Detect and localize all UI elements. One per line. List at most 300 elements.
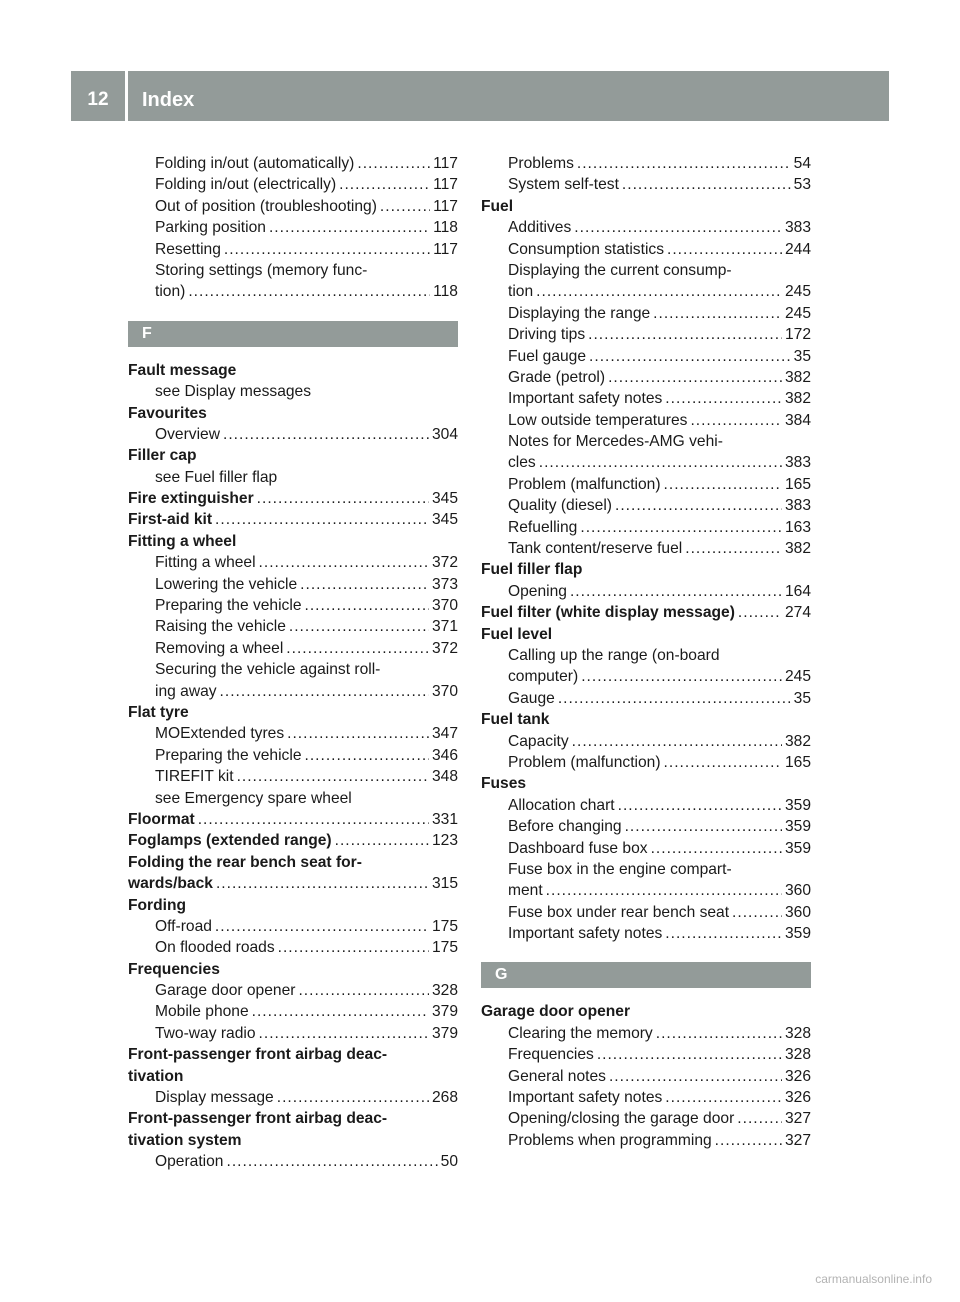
entry-text: Grade (petrol) xyxy=(508,368,606,386)
dot-leader xyxy=(651,838,782,859)
index-subentry[interactable] xyxy=(128,745,458,766)
dot-leader xyxy=(259,552,429,573)
index-subentry[interactable] xyxy=(481,153,811,174)
dot-leader xyxy=(715,1130,782,1151)
entry-text: Important safety notes xyxy=(508,925,663,943)
page-reference[interactable]: 379 xyxy=(431,1003,458,1021)
index-entry xyxy=(128,1066,458,1087)
entry-text: Clearing the memory xyxy=(508,1024,653,1042)
entry-text: Preparing the vehicle xyxy=(155,597,302,615)
index-subentry xyxy=(481,431,811,452)
entry-text: On flooded roads xyxy=(155,939,275,957)
index-subentry[interactable] xyxy=(481,324,811,345)
dot-leader xyxy=(738,602,782,623)
index-entry[interactable] xyxy=(128,488,458,509)
page-reference[interactable]: 359 xyxy=(784,818,811,836)
dot-leader xyxy=(737,1108,782,1129)
entry-text: Resetting xyxy=(155,240,221,258)
index-subentry xyxy=(481,859,811,880)
dot-leader xyxy=(597,1044,782,1065)
index-subentry[interactable] xyxy=(128,937,458,958)
dot-leader xyxy=(536,281,782,302)
index-subentry[interactable] xyxy=(128,552,458,573)
page-reference[interactable]: 382 xyxy=(784,368,811,386)
index-subentry[interactable] xyxy=(128,153,458,174)
entry-text: Problems xyxy=(508,155,574,172)
index-subentry[interactable] xyxy=(481,303,811,324)
entry-text: Driving tips xyxy=(508,326,586,344)
index-subentry[interactable] xyxy=(481,1087,811,1108)
entry-text: Fitting a wheel xyxy=(155,554,256,572)
entry-text: Fitting a wheel xyxy=(128,532,237,550)
entry-text: Additives xyxy=(508,219,572,237)
index-subentry[interactable] xyxy=(481,1066,811,1087)
index-subentry[interactable] xyxy=(128,196,458,217)
dot-leader xyxy=(570,581,782,602)
entry-text: Filler cap xyxy=(128,447,197,465)
entry-text: Storing settings (memory func- xyxy=(155,261,368,279)
dot-leader xyxy=(216,873,429,894)
page-reference[interactable]: 382 xyxy=(784,732,811,750)
dot-leader xyxy=(609,1066,782,1087)
index-subentry xyxy=(128,260,458,281)
entry-text: First-aid kit xyxy=(128,511,213,529)
dot-leader xyxy=(259,1023,429,1044)
page-reference[interactable]: 359 xyxy=(784,839,811,857)
dot-leader xyxy=(226,1151,437,1172)
dot-leader xyxy=(380,196,430,217)
dot-leader xyxy=(615,495,782,516)
entry-text: Favourites xyxy=(128,404,207,422)
entry-text: Front-passenger front airbag deac- xyxy=(128,1046,388,1064)
page-reference[interactable]: 35 xyxy=(793,689,811,707)
dot-leader xyxy=(223,424,429,445)
index-subentry[interactable] xyxy=(128,1023,458,1044)
page-reference[interactable]: 165 xyxy=(784,753,811,771)
index-entry xyxy=(128,403,458,424)
index-subentry xyxy=(481,645,811,666)
index-subentry[interactable] xyxy=(481,666,811,687)
dot-leader xyxy=(625,816,782,837)
dot-leader xyxy=(732,902,782,923)
index-subentry[interactable] xyxy=(128,616,458,637)
index-subentry[interactable] xyxy=(128,424,458,445)
page-reference[interactable]: 118 xyxy=(433,283,458,301)
dot-leader xyxy=(589,346,791,367)
page-reference[interactable]: 117 xyxy=(433,155,458,172)
page-title: Index xyxy=(142,89,195,111)
page-reference[interactable]: 172 xyxy=(784,326,811,344)
dot-leader xyxy=(224,239,430,260)
entry-text: see Emergency spare wheel xyxy=(155,789,352,807)
index-subentry[interactable] xyxy=(128,681,458,702)
entry-text: ing away xyxy=(155,682,217,700)
entry-text: Capacity xyxy=(508,732,569,750)
index-subentry[interactable] xyxy=(128,638,458,659)
index-entry xyxy=(128,360,458,381)
index-subentry[interactable] xyxy=(128,1087,458,1108)
index-entry xyxy=(128,531,458,552)
entry-text: Displaying the current consump- xyxy=(508,261,732,279)
page-reference[interactable]: 50 xyxy=(440,1153,458,1171)
index-entry xyxy=(481,624,811,645)
entry-text: Quality (diesel) xyxy=(508,497,612,515)
page-reference[interactable]: 117 xyxy=(433,176,458,194)
entry-text: Two-way radio xyxy=(155,1024,256,1042)
page-reference[interactable]: 372 xyxy=(431,554,458,572)
dot-leader xyxy=(278,937,429,958)
dot-leader xyxy=(690,410,782,431)
entry-text: Folding in/out (electrically) xyxy=(155,176,337,194)
index-entry xyxy=(128,1108,458,1129)
index-subentry xyxy=(128,467,458,488)
page-number: 12 xyxy=(87,89,109,110)
entry-text: Gauge xyxy=(508,689,555,707)
index-entry xyxy=(481,773,811,794)
entry-text: Flat tyre xyxy=(128,703,189,721)
page-reference[interactable]: 164 xyxy=(784,582,811,600)
index-subentry[interactable] xyxy=(481,346,811,367)
page-reference[interactable]: 304 xyxy=(431,425,458,443)
entry-text: computer) xyxy=(508,668,579,686)
index-entry xyxy=(481,709,811,730)
entry-text: see Fuel filler flap xyxy=(155,468,278,486)
entry-text: Calling up the range (on-board xyxy=(508,646,720,664)
index-entry xyxy=(128,959,458,980)
dot-leader xyxy=(664,474,782,495)
entry-text: Securing the vehicle against roll- xyxy=(155,661,381,679)
dot-leader xyxy=(252,1001,429,1022)
entry-text: Frequencies xyxy=(128,960,220,978)
dot-leader xyxy=(339,174,430,195)
page-reference[interactable]: 326 xyxy=(784,1067,811,1085)
page-reference[interactable]: 360 xyxy=(784,903,811,921)
page-reference[interactable]: 359 xyxy=(784,796,811,814)
dot-leader xyxy=(577,153,791,174)
dot-leader xyxy=(220,681,429,702)
page-reference[interactable]: 245 xyxy=(784,304,811,322)
page-reference[interactable]: 382 xyxy=(784,390,811,408)
index-subentry[interactable] xyxy=(128,574,458,595)
dot-leader xyxy=(588,324,782,345)
dot-leader xyxy=(539,452,782,473)
section-header-g: G xyxy=(481,962,811,988)
index-subentry[interactable] xyxy=(481,838,811,859)
page-reference[interactable]: 54 xyxy=(793,155,811,172)
dot-leader xyxy=(685,538,782,559)
dot-leader xyxy=(257,488,429,509)
index-column-left xyxy=(128,153,458,1173)
entry-text: Low outside temperatures xyxy=(508,411,688,429)
index-subentry[interactable] xyxy=(481,495,811,516)
entry-text: Mobile phone xyxy=(155,1003,249,1021)
dot-leader xyxy=(622,174,791,195)
entry-text: Opening/closing the garage door xyxy=(508,1110,735,1128)
page-reference[interactable]: 331 xyxy=(431,810,458,828)
index-column-right xyxy=(481,153,811,1151)
page-reference[interactable]: 348 xyxy=(431,768,458,786)
entry-text: tion) xyxy=(155,283,186,301)
entry-text: Garage door opener xyxy=(481,1003,631,1021)
entry-text: Fuel level xyxy=(481,625,553,643)
index-entry[interactable] xyxy=(128,809,458,830)
index-subentry[interactable] xyxy=(481,752,811,773)
index-entry xyxy=(128,1044,458,1065)
page-reference[interactable]: 359 xyxy=(784,925,811,943)
index-entry[interactable] xyxy=(128,830,458,851)
dot-leader xyxy=(286,638,429,659)
page-reference[interactable]: 360 xyxy=(784,882,811,900)
page-reference[interactable]: 383 xyxy=(784,497,811,515)
page-reference[interactable]: 117 xyxy=(433,240,458,258)
entry-text: Fuel filter (white display message) xyxy=(481,604,735,622)
entry-text: Floormat xyxy=(128,810,195,828)
index-subentry xyxy=(128,381,458,402)
index-subentry[interactable] xyxy=(481,1044,811,1065)
index-subentry[interactable] xyxy=(481,474,811,495)
entry-text: MOExtended tyres xyxy=(155,725,285,743)
index-subentry[interactable] xyxy=(128,217,458,238)
index-entry xyxy=(128,895,458,916)
index-subentry[interactable] xyxy=(128,595,458,616)
index-subentry[interactable] xyxy=(481,410,811,431)
index-subentry[interactable] xyxy=(481,1130,811,1151)
dot-leader xyxy=(558,688,791,709)
dot-leader xyxy=(198,809,429,830)
index-subentry[interactable] xyxy=(128,174,458,195)
entry-text: Fuel tank xyxy=(481,711,550,729)
entry-text: Fuel filler flap xyxy=(481,561,583,579)
index-entry xyxy=(128,445,458,466)
index-subentry[interactable] xyxy=(481,452,811,473)
entry-text: Dashboard fuse box xyxy=(508,839,648,857)
entry-text: Lowering the vehicle xyxy=(155,575,298,593)
dot-leader xyxy=(665,923,782,944)
entry-text: Out of position (troubleshooting) xyxy=(155,197,377,215)
page-reference[interactable]: 327 xyxy=(784,1131,811,1149)
dot-leader xyxy=(608,367,782,388)
dot-leader xyxy=(215,509,429,530)
entry-text: Fire extinguisher xyxy=(128,490,254,508)
index-entry xyxy=(128,852,458,873)
index-subentry xyxy=(481,260,811,281)
entry-text: General notes xyxy=(508,1067,606,1085)
page-reference[interactable]: 370 xyxy=(431,682,458,700)
index-subentry[interactable] xyxy=(481,902,811,923)
dot-leader xyxy=(305,595,429,616)
entry-text: Important safety notes xyxy=(508,1089,663,1107)
dot-leader xyxy=(305,745,429,766)
page-reference[interactable]: 244 xyxy=(784,240,811,258)
page-reference[interactable]: 383 xyxy=(784,219,811,237)
index-entry xyxy=(481,196,811,217)
index-subentry[interactable] xyxy=(481,281,811,302)
entry-text: Display message xyxy=(155,1089,274,1107)
index-subentry[interactable] xyxy=(481,538,811,559)
page-reference[interactable]: 328 xyxy=(431,982,458,1000)
index-subentry[interactable] xyxy=(481,517,811,538)
index-subentry[interactable] xyxy=(481,239,811,260)
index-subentry[interactable] xyxy=(481,1023,811,1044)
entry-text: Refuelling xyxy=(508,518,578,536)
section-header-f: F xyxy=(128,321,458,347)
dot-leader xyxy=(580,517,782,538)
page-reference[interactable]: 315 xyxy=(431,875,458,893)
page-reference[interactable]: 165 xyxy=(784,475,811,493)
entry-text: Off-road xyxy=(155,917,212,935)
dot-leader xyxy=(546,880,782,901)
page-reference[interactable]: 345 xyxy=(431,490,458,508)
index-subentry[interactable] xyxy=(128,239,458,260)
page-reference[interactable]: 327 xyxy=(784,1110,811,1128)
page-reference[interactable]: 53 xyxy=(793,176,811,194)
entry-text: Removing a wheel xyxy=(155,639,284,657)
entry-text: Parking position xyxy=(155,219,266,237)
index-subentry xyxy=(128,659,458,680)
dot-leader xyxy=(357,153,430,174)
index-subentry[interactable] xyxy=(128,281,458,302)
page-reference[interactable]: 370 xyxy=(431,597,458,615)
index-subentry[interactable] xyxy=(128,916,458,937)
entry-text: Before changing xyxy=(508,818,622,836)
index-entry[interactable] xyxy=(481,602,811,623)
entry-text: see Display messages xyxy=(155,383,312,401)
page-reference[interactable]: 379 xyxy=(431,1024,458,1042)
entry-text: Foglamps (extended range) xyxy=(128,832,332,850)
index-subentry[interactable] xyxy=(481,1108,811,1129)
dot-leader xyxy=(572,731,782,752)
page-reference[interactable]: 123 xyxy=(431,832,458,850)
entry-text: Operation xyxy=(155,1153,224,1171)
index-subentry[interactable] xyxy=(481,367,811,388)
page-reference[interactable]: 274 xyxy=(784,604,811,622)
page-reference[interactable]: 346 xyxy=(431,746,458,764)
page-header xyxy=(71,71,889,121)
index-subentry[interactable] xyxy=(481,217,811,238)
entry-text: Problem (malfunction) xyxy=(508,475,661,493)
index-subentry[interactable] xyxy=(481,581,811,602)
index-subentry[interactable] xyxy=(128,1001,458,1022)
entry-text: Overview xyxy=(155,425,220,443)
entry-text: ment xyxy=(508,882,543,900)
entry-text: Allocation chart xyxy=(508,796,615,814)
index-subentry[interactable] xyxy=(128,1151,458,1172)
entry-text: Fuel gauge xyxy=(508,347,587,365)
dot-leader xyxy=(277,1087,429,1108)
entry-text: Problems when programming xyxy=(508,1131,712,1149)
entry-text: Opening xyxy=(508,582,567,600)
index-subentry[interactable] xyxy=(481,174,811,195)
entry-text: Tank content/reserve fuel xyxy=(508,540,683,558)
dot-leader xyxy=(664,752,782,773)
index-subentry xyxy=(128,788,458,809)
dot-leader xyxy=(298,980,429,1001)
index-entry xyxy=(481,1001,811,1022)
page-reference[interactable]: 35 xyxy=(793,347,811,365)
page-reference[interactable]: 371 xyxy=(431,618,458,636)
entry-text: Fording xyxy=(128,896,187,914)
page-reference[interactable]: 118 xyxy=(433,219,458,237)
entry-text: Folding in/out (automatically) xyxy=(155,155,355,172)
index-subentry[interactable] xyxy=(481,880,811,901)
page-reference[interactable]: 372 xyxy=(431,639,458,657)
entry-text: cles xyxy=(508,454,536,472)
page-reference[interactable]: 163 xyxy=(784,518,811,536)
page-reference[interactable]: 373 xyxy=(431,575,458,593)
index-subentry[interactable] xyxy=(481,923,811,944)
index-entry[interactable] xyxy=(128,509,458,530)
entry-text: Fuse box under rear bench seat xyxy=(508,903,730,921)
index-subentry[interactable] xyxy=(128,980,458,1001)
dot-leader xyxy=(289,616,429,637)
entry-text: Problem (malfunction) xyxy=(508,753,661,771)
index-subentry[interactable] xyxy=(128,723,458,744)
dot-leader xyxy=(581,666,782,687)
dot-leader xyxy=(237,766,429,787)
entry-text: tion xyxy=(508,283,534,301)
dot-leader xyxy=(665,1087,782,1108)
entry-text: TIREFIT kit xyxy=(155,768,234,786)
dot-leader xyxy=(574,217,782,238)
entry-text: Preparing the vehicle xyxy=(155,746,302,764)
index-subentry[interactable] xyxy=(481,731,811,752)
page-reference[interactable]: 245 xyxy=(784,283,811,301)
dot-leader xyxy=(653,303,782,324)
page-reference[interactable]: 384 xyxy=(784,411,811,429)
index-entry[interactable] xyxy=(128,873,458,894)
index-subentry[interactable] xyxy=(481,388,811,409)
dot-leader xyxy=(300,574,429,595)
entry-text: Consumption statistics xyxy=(508,240,664,258)
entry-text: Front-passenger front airbag deac- xyxy=(128,1110,388,1128)
entry-text: tivation xyxy=(128,1067,184,1085)
entry-text: Garage door opener xyxy=(155,982,296,1000)
entry-text: Notes for Mercedes-AMG vehi- xyxy=(508,433,723,451)
page-reference[interactable]: 175 xyxy=(431,917,458,935)
page-reference[interactable]: 347 xyxy=(431,725,458,743)
index-subentry[interactable] xyxy=(481,795,811,816)
entry-text: Raising the vehicle xyxy=(155,618,286,636)
index-entry xyxy=(481,559,811,580)
page-reference[interactable]: 117 xyxy=(433,197,458,215)
entry-text: Fuse box in the engine compart- xyxy=(508,860,732,878)
page-reference[interactable]: 175 xyxy=(431,939,458,957)
page-reference[interactable]: 268 xyxy=(431,1089,458,1107)
index-subentry[interactable] xyxy=(128,766,458,787)
index-subentry[interactable] xyxy=(481,816,811,837)
page-reference[interactable]: 245 xyxy=(784,668,811,686)
page-reference[interactable]: 328 xyxy=(784,1024,811,1042)
entry-text: Fuses xyxy=(481,775,527,793)
entry-text: Fault message xyxy=(128,361,237,379)
page-reference[interactable]: 345 xyxy=(431,511,458,529)
entry-text: Frequencies xyxy=(508,1046,594,1064)
entry-text: Displaying the range xyxy=(508,304,651,322)
dot-leader xyxy=(269,217,430,238)
entry-text: wards/back xyxy=(128,875,213,893)
dot-leader xyxy=(287,723,429,744)
page-reference[interactable]: 328 xyxy=(784,1046,811,1064)
index-entry xyxy=(128,1130,458,1151)
page-reference[interactable]: 326 xyxy=(784,1089,811,1107)
page-reference[interactable]: 383 xyxy=(784,454,811,472)
dot-leader xyxy=(665,388,782,409)
dot-leader xyxy=(188,281,430,302)
index-subentry[interactable] xyxy=(481,688,811,709)
entry-text: System self-test xyxy=(508,176,619,194)
page-reference[interactable]: 382 xyxy=(784,540,811,558)
dot-leader xyxy=(656,1023,782,1044)
